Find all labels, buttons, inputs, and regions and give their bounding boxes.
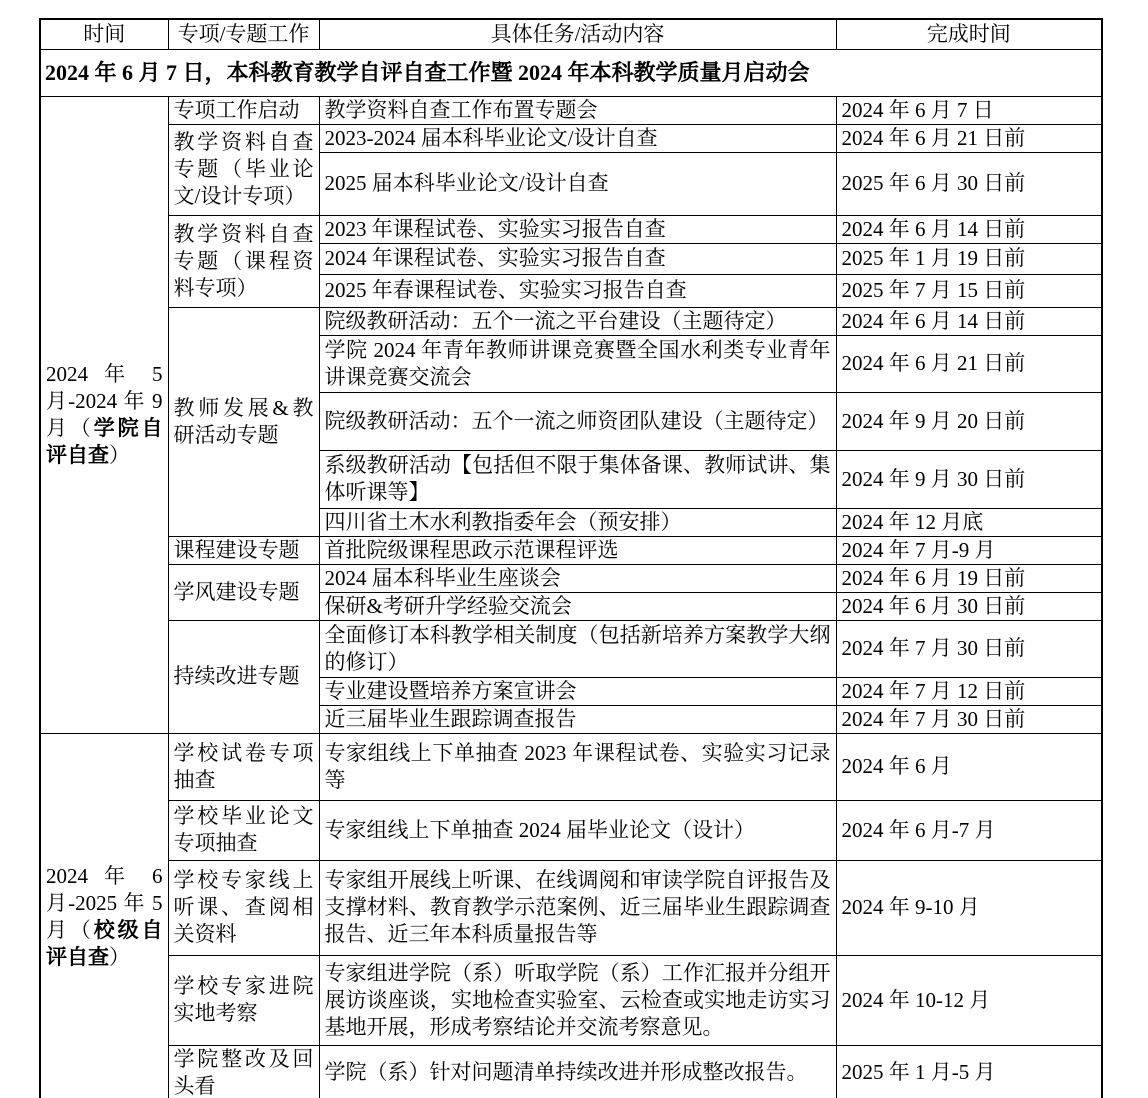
task-cell: 2024 届本科毕业生座谈会 (319, 564, 836, 592)
task-cell: 专业建设暨培养方案宣讲会 (319, 677, 836, 705)
work-cell: 教学资料自查专题（课程资料专项） (168, 215, 319, 307)
time-text-bold: 学院自评自查 (46, 415, 163, 467)
due-cell: 2024 年 12 月底 (836, 508, 1102, 536)
task-cell: 2024 年课程试卷、实验实习报告自查 (319, 243, 836, 274)
due-cell: 2024 年 6 月 21 日前 (836, 335, 1102, 392)
time-text: 2024 年 6 月-2025 年 5 月（ (46, 863, 163, 942)
work-cell: 学院整改及回头看 (168, 1045, 319, 1098)
task-cell: 2023 年课程试卷、实验实习报告自查 (319, 215, 836, 243)
schedule-table (39, 18, 1103, 1098)
table-row (40, 620, 1102, 677)
due-cell: 2024 年 6 月 14 日前 (836, 215, 1102, 243)
table-row (40, 564, 1102, 592)
task-cell: 保研&考研升学经验交流会 (319, 592, 836, 620)
section2-time-cell (40, 733, 168, 1098)
column-header-due: 完成时间 (836, 19, 1102, 49)
table-row (40, 96, 1102, 124)
task-cell: 学院（系）针对问题清单持续改进并形成整改报告。 (319, 1045, 836, 1098)
table-row (40, 307, 1102, 335)
kickoff-event-text: 2024 年 6 月 7 日，本科教育教学自评自查工作暨 2024 年本科教学质量月启动会 (40, 49, 1102, 96)
due-cell: 2025 年 1 月-5 月 (836, 1045, 1102, 1098)
task-cell: 专家组线上下单抽查 2023 年课程试卷、实验实习记录等 (319, 733, 836, 800)
due-cell: 2024 年 6 月 (836, 733, 1102, 800)
work-cell: 学校专家进院实地考察 (168, 955, 319, 1045)
work-cell: 教师发展&教研活动专题 (168, 307, 319, 536)
due-cell: 2024 年 6 月 21 日前 (836, 124, 1102, 152)
due-cell: 2024 年 9-10 月 (836, 860, 1102, 955)
task-cell: 学院 2024 年青年教师讲课竞赛暨全国水利类专业青年讲课竞赛交流会 (319, 335, 836, 392)
due-cell: 2024 年 9 月 20 日前 (836, 392, 1102, 450)
table-row (40, 955, 1102, 1045)
column-header-work: 专项/专题工作 (168, 19, 319, 49)
section1-time-cell (40, 96, 168, 733)
due-cell: 2024 年 7 月 30 日前 (836, 705, 1102, 733)
work-cell: 教学资料自查专题（毕业论文/设计专项） (168, 124, 319, 215)
work-cell: 学校试卷专项抽查 (168, 733, 319, 800)
task-cell: 2023-2024 届本科毕业论文/设计自查 (319, 124, 836, 152)
work-cell: 学风建设专题 (168, 564, 319, 620)
due-cell: 2024 年 6 月 19 日前 (836, 564, 1102, 592)
task-cell: 专家组线上下单抽查 2024 届毕业论文（设计） (319, 800, 836, 860)
task-cell: 2025 届本科毕业论文/设计自查 (319, 152, 836, 215)
task-cell: 专家组开展线上听课、在线调阅和审读学院自评报告及支撑材料、教育教学示范案例、近三届毕业生跟踪调查报告、近三年本科质量报告等 (319, 860, 836, 955)
due-cell: 2024 年 6 月 30 日前 (836, 592, 1102, 620)
task-cell: 四川省土木水利教指委年会（预安排） (319, 508, 836, 536)
work-cell: 课程建设专题 (168, 536, 319, 564)
time-text: ） (109, 442, 130, 467)
work-cell: 持续改进专题 (168, 620, 319, 733)
table-row (40, 215, 1102, 243)
table-row (40, 1045, 1102, 1098)
time-text: 2024 年 5 月-2024 年 9 月（ (46, 361, 163, 440)
due-cell: 2024 年 10-12 月 (836, 955, 1102, 1045)
table-row (40, 536, 1102, 564)
due-cell: 2025 年 7 月 15 日前 (836, 274, 1102, 307)
due-cell: 2024 年 7 月 12 日前 (836, 677, 1102, 705)
work-cell: 学校毕业论文专项抽查 (168, 800, 319, 860)
work-cell: 学校专家线上听课、查阅相关资料 (168, 860, 319, 955)
table-row (40, 800, 1102, 860)
table-row (40, 860, 1102, 955)
task-cell: 系级教研活动【包括但不限于集体备课、教师试讲、集体听课等】 (319, 450, 836, 508)
header-row (40, 19, 1102, 49)
due-cell: 2024 年 6 月-7 月 (836, 800, 1102, 860)
kickoff-row (40, 49, 1102, 96)
column-header-time: 时间 (40, 19, 168, 49)
due-cell: 2024 年 6 月 7 日 (836, 96, 1102, 124)
task-cell: 近三届毕业生跟踪调查报告 (319, 705, 836, 733)
due-cell: 2024 年 6 月 14 日前 (836, 307, 1102, 335)
task-cell: 全面修订本科教学相关制度（包括新培养方案教学大纲的修订） (319, 620, 836, 677)
due-cell: 2025 年 6 月 30 日前 (836, 152, 1102, 215)
due-cell: 2024 年 9 月 30 日前 (836, 450, 1102, 508)
table-row (40, 733, 1102, 800)
due-cell: 2024 年 7 月-9 月 (836, 536, 1102, 564)
time-text-bold: 校级自评自查 (46, 917, 163, 969)
time-text: ） (109, 944, 130, 969)
task-cell: 院级教研活动：五个一流之平台建设（主题待定） (319, 307, 836, 335)
column-header-task: 具体任务/活动内容 (319, 19, 836, 49)
work-cell: 专项工作启动 (168, 96, 319, 124)
task-cell: 专家组进学院（系）听取学院（系）工作汇报并分组开展访谈座谈，实地检查实验室、云检查或实地走访实习基地开展，形成考察结论并交流考察意见。 (319, 955, 836, 1045)
task-cell: 2025 年春课程试卷、实验实习报告自查 (319, 274, 836, 307)
table-row (40, 124, 1102, 152)
task-cell: 院级教研活动：五个一流之师资团队建设（主题待定） (319, 392, 836, 450)
task-cell: 首批院级课程思政示范课程评选 (319, 536, 836, 564)
due-cell: 2024 年 7 月 30 日前 (836, 620, 1102, 677)
task-cell: 教学资料自查工作布置专题会 (319, 96, 836, 124)
due-cell: 2025 年 1 月 19 日前 (836, 243, 1102, 274)
